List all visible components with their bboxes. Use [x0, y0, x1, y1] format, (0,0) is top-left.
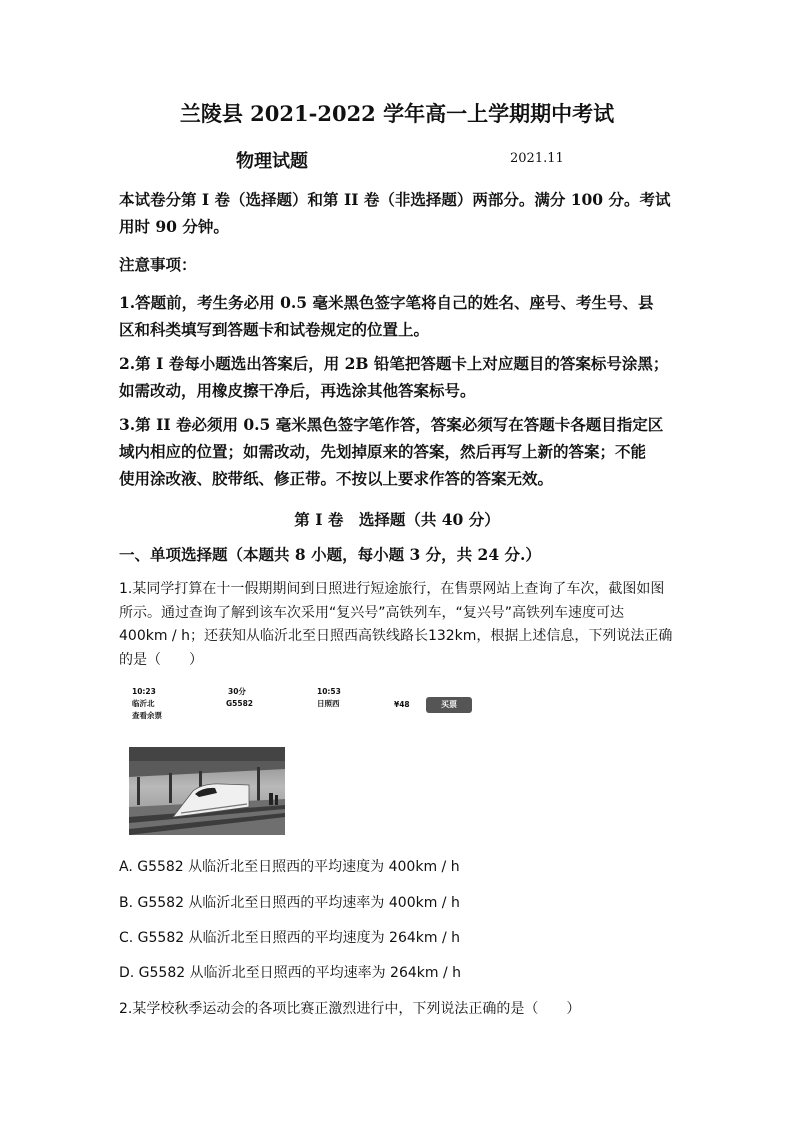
notice-item-3: [119, 411, 679, 492]
notice-line: 如需改动，用橡皮擦干净后，再选涂其他答案标号。: [119, 381, 476, 400]
train-number: G5582: [226, 699, 254, 708]
question-line: 1.某同学打算在十一假期期间到日照进行短途旅行，在售票网站上查询了车次，截图如图: [119, 581, 665, 597]
question-1-stem: [119, 578, 679, 672]
option-a: A. G5582 从临沂北至日照西的平均速度为 400km / h: [119, 859, 460, 875]
question-line: 400km / h；还获知从临沂北至日照西高铁线路长132km，根据上述信息，下列说法正确: [119, 628, 673, 644]
notice-line: 2.第 I 卷每小题选出答案后，用 2B 铅笔把答题卡上对应题目的答案标号涂黑；: [119, 354, 669, 373]
question-line: 的是（ ）: [119, 651, 203, 668]
notice-item-2: [119, 350, 679, 404]
train-photo: [129, 747, 285, 835]
notice-line: 3.第 II 卷必须用 0.5 毫米黑色签字笔作答，答案必须写在答题卡各题目指定区: [119, 415, 664, 434]
notice-item-1: [119, 289, 679, 343]
option-b: B. G5582 从临沂北至日照西的平均速率为 400km / h: [119, 895, 460, 911]
option-d: D. G5582 从临沂北至日照西的平均速率为 264km / h: [119, 965, 462, 981]
high-speed-train-image: [129, 747, 285, 835]
notice-line: 使用涂改液、胶带纸、修正带。不按以上要求作答的答案无效。: [119, 469, 554, 488]
notice-line: 1.答题前，考生务必用 0.5 毫米黑色签字笔将自己的姓名、座号、考生号、县: [119, 293, 654, 312]
exam-title: 兰陵县 2021-2022 学年高一上学期期中考试: [179, 101, 615, 126]
ticket-price: ¥48: [394, 700, 410, 709]
section-title: 第 I 卷 选择题（共 40 分）: [294, 510, 500, 529]
exam-date: 2021.11: [510, 151, 564, 166]
trip-duration: 30分: [228, 687, 246, 696]
arrive-station: 日照西: [317, 699, 340, 708]
buy-button: 买票: [426, 697, 472, 713]
subject-title: 物理试题: [236, 151, 308, 172]
arrive-time: 10:53: [317, 687, 341, 696]
intro-line: 用时 90 分钟。: [119, 217, 229, 236]
notice-line: 区和科类填写到答题卡和试卷规定的位置上。: [119, 320, 430, 339]
notice-heading: 注意事项：: [119, 255, 197, 274]
question-2-stem: 2.某学校秋季运动会的各项比赛正激烈进行中，下列说法正确的是（ ）: [119, 1001, 581, 1017]
part-heading: 一、单项选择题（本题共 8 小题，每小题 3 分，共 24 分.）: [119, 545, 541, 564]
ticket-screenshot: [129, 684, 489, 726]
depart-time: 10:23: [132, 687, 156, 696]
remaining-tickets-link: 查看余票: [132, 711, 162, 720]
option-c: C. G5582 从临沂北至日照西的平均速度为 264km / h: [119, 930, 461, 946]
notice-line: 域内相应的位置；如需改动，先划掉原来的答案，然后再写上新的答案；不能: [119, 442, 647, 461]
intro-line: 本试卷分第 I 卷（选择题）和第 II 卷（非选择题）两部分。满分 100 分。考试: [119, 190, 671, 209]
intro-paragraph: [119, 186, 679, 240]
depart-station: 临沂北: [132, 699, 155, 708]
question-line: 所示。通过查询了解到该车次采用“复兴号”高铁列车，“复兴号”高铁列车速度可达: [119, 604, 625, 621]
